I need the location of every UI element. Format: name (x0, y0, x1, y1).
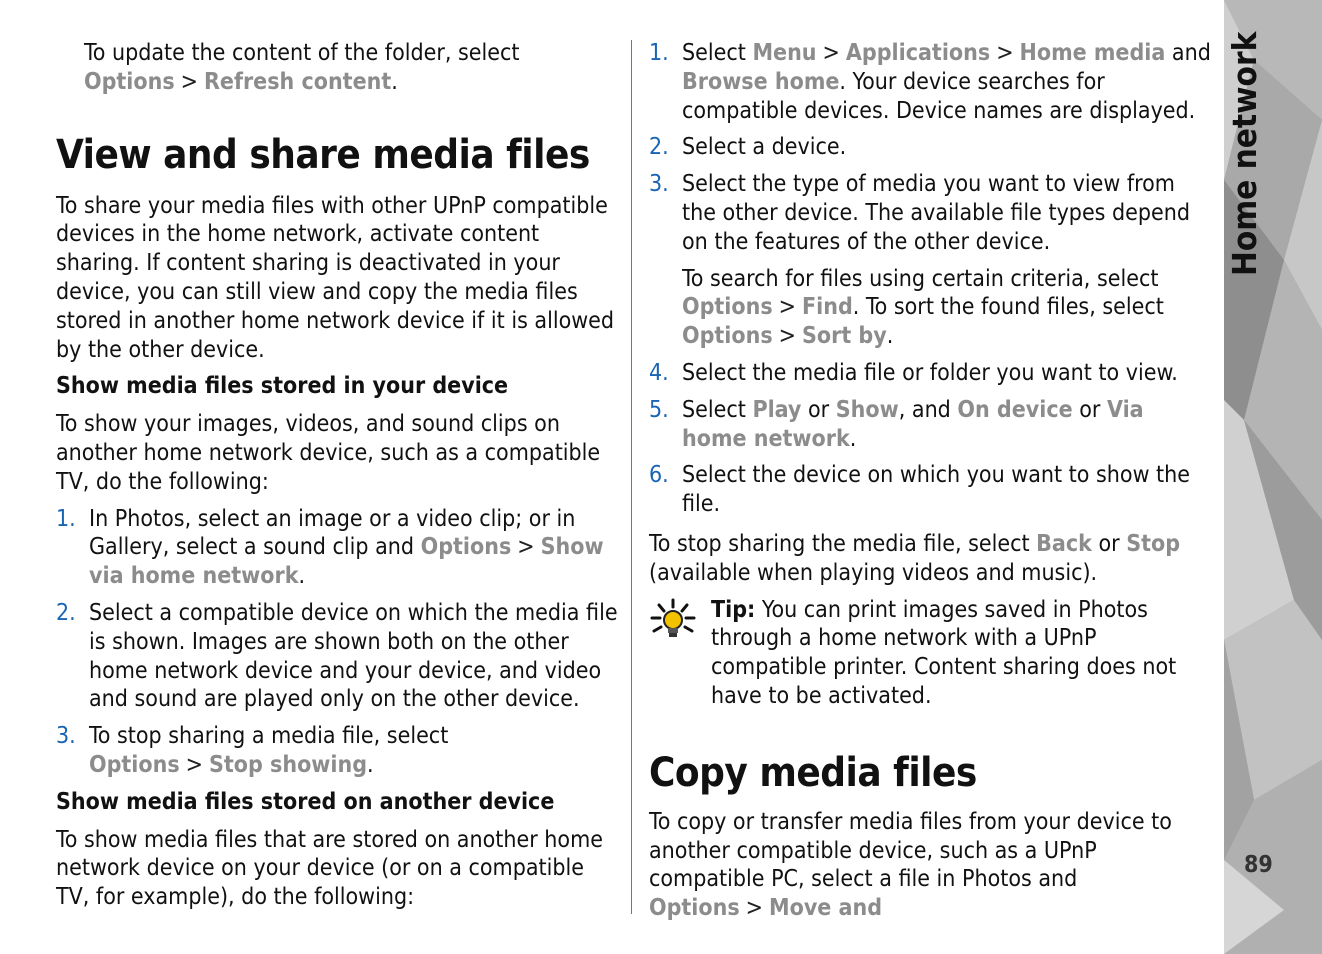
list-item: 2. Select a device. (649, 134, 847, 161)
paragraph: To show media files that are stored on another home network device on your device (or on a compatible TV, for example), do the following: (56, 826, 603, 911)
list-item: 3. To stop sharing a media file, select Options > Stop showing. (56, 723, 449, 778)
list-item: 4. Select the media file or folder you want to view. (649, 359, 1178, 386)
section-heading: View and share media files (56, 131, 590, 178)
steps-list (56, 505, 622, 780)
menu-option: Refresh content (204, 68, 392, 95)
list-item: 1. Select Menu > Applications > Home media and Browse home. Your device searches for compatible devices. Device names are displayed. (649, 40, 1211, 124)
menu-option: Show (835, 396, 899, 423)
tip-label: Tip: (711, 596, 756, 623)
menu-option: Find (802, 294, 853, 321)
step-number: 5. (649, 396, 669, 423)
menu-option: Browse home (682, 68, 840, 95)
search-instruction: To search for files using certain criteria, select Options > Find. To sort the found files, select Options > Sort by. (682, 265, 1164, 350)
list-item: 3. Select the type of media you want to view from the other device. The available file types depend on the features of the other device. To search for files using certain criteria, select Options > Find. To sort the found files, select Options > Sort by. (649, 170, 1215, 351)
step-number: 1. (649, 40, 669, 66)
menu-option: Options (682, 323, 773, 350)
tip-box (649, 596, 1215, 711)
right-column (649, 0, 1215, 923)
step-number: 3. (56, 723, 76, 750)
paragraph: To share your media files with other UPnP compatible devices in the home network, activate content sharing. If content sharing is deactivated in your device, you can still view and copy the media files stored in another home network device if it is allowed by the other device. (56, 192, 615, 363)
menu-option: Stop showing (209, 751, 368, 778)
paragraph: To copy or transfer media files from your device to another compatible device, such as a UPnP compatible PC, select a file in Photos and Options > Move and (649, 808, 1172, 922)
menu-option: Applications (845, 40, 991, 66)
menu-option: On device (957, 396, 1073, 423)
menu-option: Options (89, 751, 180, 778)
menu-option: Options (420, 534, 512, 561)
menu-option: Stop (1126, 530, 1181, 557)
menu-option: Play (752, 396, 802, 423)
section-heading: Copy media files (649, 749, 977, 796)
left-column (56, 0, 622, 912)
step-number: 2. (56, 599, 76, 626)
menu-option: Via home network (682, 396, 1144, 452)
list-item: 2. Select a compatible device on which the media file is shown. Images are shown both on the other home network device and your device, and video and sound are played only on the other device. (56, 599, 618, 713)
menu-option: Menu (752, 40, 817, 66)
column-divider (631, 40, 632, 914)
list-item: 5. Select Play or Show, and On device or Via home network. (649, 396, 1144, 452)
steps-list (649, 39, 1215, 519)
menu-option: Show via home network (89, 534, 604, 590)
menu-option: Options (682, 294, 773, 321)
step-number: 3. (649, 171, 669, 198)
folder-update-instruction: To update the content of the folder, select Options > Refresh content. (84, 40, 520, 95)
tip-text: You can print images saved in Photos through a home network with a UPnP compatible printer. Content sharing does not have to be activated. (711, 596, 1177, 709)
step-number: 4. (649, 359, 669, 386)
lightbulb-icon (649, 598, 697, 642)
subsection-heading: Show media files stored on another device (56, 788, 555, 815)
step-number: 6. (649, 462, 669, 489)
step-number: 1. (56, 505, 76, 532)
paragraph: To show your images, videos, and sound clips on another home network device, such as a compatible TV, do the following: (56, 411, 601, 495)
page-number: 89 (1244, 852, 1273, 878)
step-number: 2. (649, 134, 669, 161)
subsection-heading: Show media files stored in your device (56, 373, 509, 400)
list-item: 1. In Photos, select an image or a video clip; or in Gallery, select a sound clip and Options > Show via home network. (56, 505, 604, 590)
menu-option: Options (649, 895, 740, 922)
menu-option: Sort by (802, 323, 887, 350)
list-item: 6. Select the device on which you want to show the file. (649, 462, 1191, 518)
menu-option: Options (84, 68, 175, 95)
menu-option: Back (1036, 530, 1092, 557)
menu-option: Home media (1019, 40, 1166, 66)
stop-sharing-instruction: To stop sharing the media file, select Back or Stop (available when playing videos and music). (649, 530, 1181, 586)
menu-option: Move and (769, 895, 883, 922)
